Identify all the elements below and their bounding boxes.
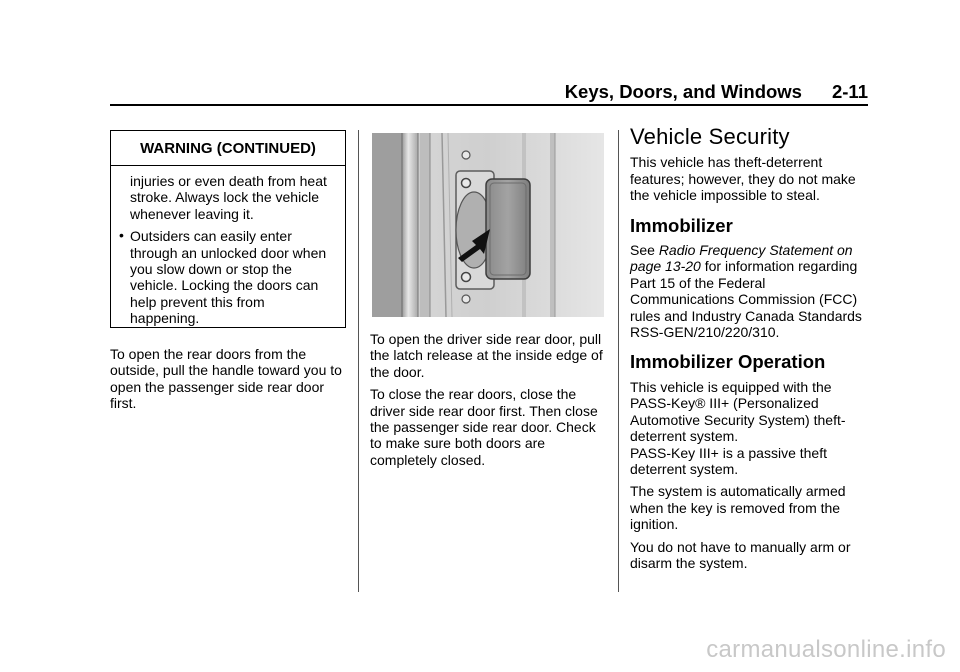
chapter-title: Keys, Doors, and Windows xyxy=(564,81,802,102)
page-number: 2-11 xyxy=(831,81,868,102)
bullet-icon: • xyxy=(119,227,124,244)
watermark: carmanualsonline.info xyxy=(706,636,946,663)
immobilizer-paragraph xyxy=(630,242,870,340)
warning-bullet-item xyxy=(119,227,337,327)
immobilizer-rest: for information regarding Part 15 of the Federal Communications Commission (FCC) rules and Industry Canada Standards RSS-GEN/210/220/310. xyxy=(630,258,862,341)
column-divider-1 xyxy=(358,130,359,592)
warning-body xyxy=(111,166,345,327)
rear-doors-close-paragraph: To close the rear doors, close the driver side rear door first. Then close the passenger side rear door. Check to make sure both doors are completely closed. xyxy=(370,386,598,468)
right-column-text xyxy=(630,124,870,577)
warning-box xyxy=(110,130,346,328)
subsection-title-immobilizer: Immobilizer xyxy=(630,214,733,236)
operation-paragraph-1 xyxy=(630,379,870,477)
warning-bullet-text: Outsiders can easily enter through an unlocked door when you slow down or stop the vehicle. Locking the doors can help prevent this from happening. xyxy=(130,228,327,327)
column-divider-2 xyxy=(618,130,619,592)
left-column-text xyxy=(110,346,346,418)
radio-frequency-reference-link: Radio Frequency Statement on page 13-20 xyxy=(630,242,853,275)
security-paragraph: This vehicle has theft-deterrent features; however, they do not make the vehicle impossible to steal. xyxy=(630,154,856,204)
page-header xyxy=(110,80,868,104)
immobilizer-see: See xyxy=(630,242,655,259)
subsection-title-immobilizer-operation: Immobilizer Operation xyxy=(630,351,826,373)
latch-release-figure xyxy=(372,133,604,317)
rear-doors-open-paragraph: To open the rear doors from the outside, pull the handle toward you to open the passenger side rear door first. xyxy=(110,346,342,412)
latch-release-illustration xyxy=(372,133,604,317)
section-title-vehicle-security: Vehicle Security xyxy=(630,124,790,149)
operation-paragraph-1a: This vehicle is equipped with the PASS-Key® III+ (Personalized Automotive Security System) theft-deterrent system. xyxy=(630,378,846,445)
operation-paragraph-2: The system is automatically armed when the key is removed from the ignition. xyxy=(630,483,846,533)
operation-paragraph-1b: PASS-Key III+ is a passive theft deterrent system. xyxy=(630,444,827,477)
warning-title: WARNING (CONTINUED) xyxy=(111,131,345,166)
warning-continuation: injuries or even death from heat stroke. Always lock the vehicle whenever leaving it. xyxy=(130,173,327,222)
middle-column-text xyxy=(370,331,608,474)
header-rule xyxy=(110,104,868,106)
driver-door-open-paragraph: To open the driver side rear door, pull the latch release at the inside edge of the door. xyxy=(370,331,603,380)
operation-paragraph-3: You do not have to manually arm or disarm the system. xyxy=(630,538,851,571)
